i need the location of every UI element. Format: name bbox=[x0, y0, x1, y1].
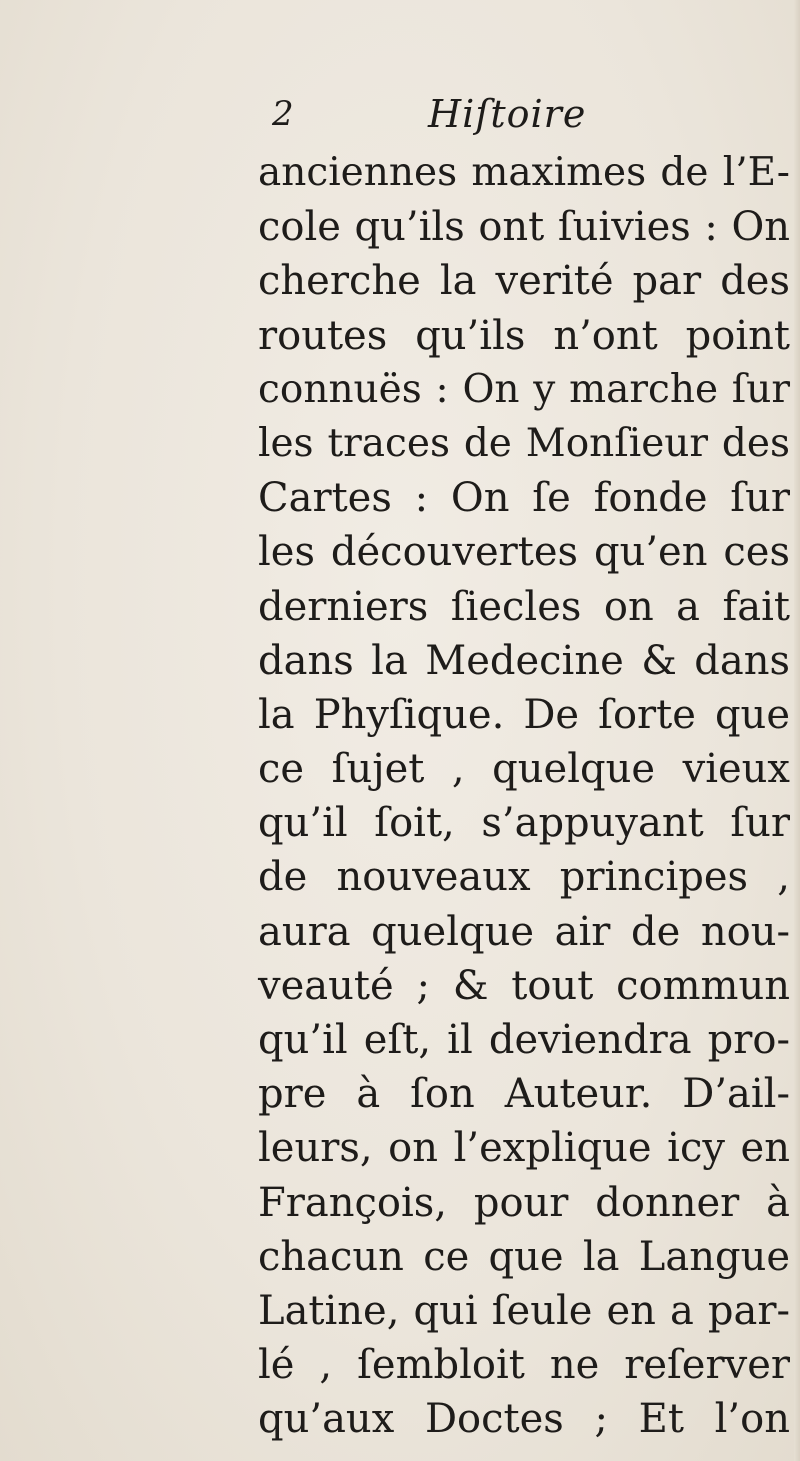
text-line: ce ſujet , quelque vieux bbox=[258, 746, 790, 793]
text-line: pre à ſon Auteur. D’ail- bbox=[258, 1071, 790, 1118]
text-line: qu’il eſt, il deviendra pro- bbox=[258, 1017, 790, 1063]
text-line: Latine, qui ſeule en a par- bbox=[258, 1287, 790, 1334]
text-line: qu’il ſoit, s’appuyant ſur bbox=[258, 800, 790, 847]
text-line: connuës : On y marche ſur bbox=[258, 366, 790, 412]
text-line: leurs, on l’explique icy en bbox=[258, 1125, 790, 1172]
body-text bbox=[258, 146, 798, 1447]
text-line: routes qu’ils n’ont point bbox=[258, 312, 790, 359]
text-line: aura quelque air de nou- bbox=[258, 908, 790, 955]
text-line: qu’aux Doctes ; Et l’on bbox=[258, 1396, 790, 1443]
running-head bbox=[270, 92, 650, 140]
text-line: anciennes maximes de l’E- bbox=[258, 150, 790, 195]
text-line: François, pour donner à bbox=[258, 1179, 790, 1226]
text-line: de nouveaux principes , bbox=[258, 854, 790, 901]
text-line: cherche la verité par des bbox=[258, 258, 790, 305]
text-line: derniers ſiecles on a fait bbox=[258, 583, 790, 630]
text-line: veauté ; & tout commun bbox=[258, 962, 790, 1009]
text-line: chacun ce que la Langue bbox=[258, 1233, 790, 1280]
text-line: Cartes : On ſe fonde ſur bbox=[258, 475, 790, 522]
text-line: cole qu’ils ont ſuivies : On bbox=[258, 204, 790, 251]
text-line: dans la Medecine & dans bbox=[258, 637, 790, 684]
text-line: les découvertes qu’en ces bbox=[258, 529, 790, 576]
text-line: la Phyſique. De ſorte que bbox=[258, 691, 790, 738]
text-line: lé , ſembloit ne reſerver bbox=[258, 1342, 790, 1389]
text-line: les traces de Monſieur des bbox=[258, 420, 790, 466]
running-head-title: Hiſtoire bbox=[428, 92, 587, 136]
page-number: 2 bbox=[272, 94, 294, 134]
